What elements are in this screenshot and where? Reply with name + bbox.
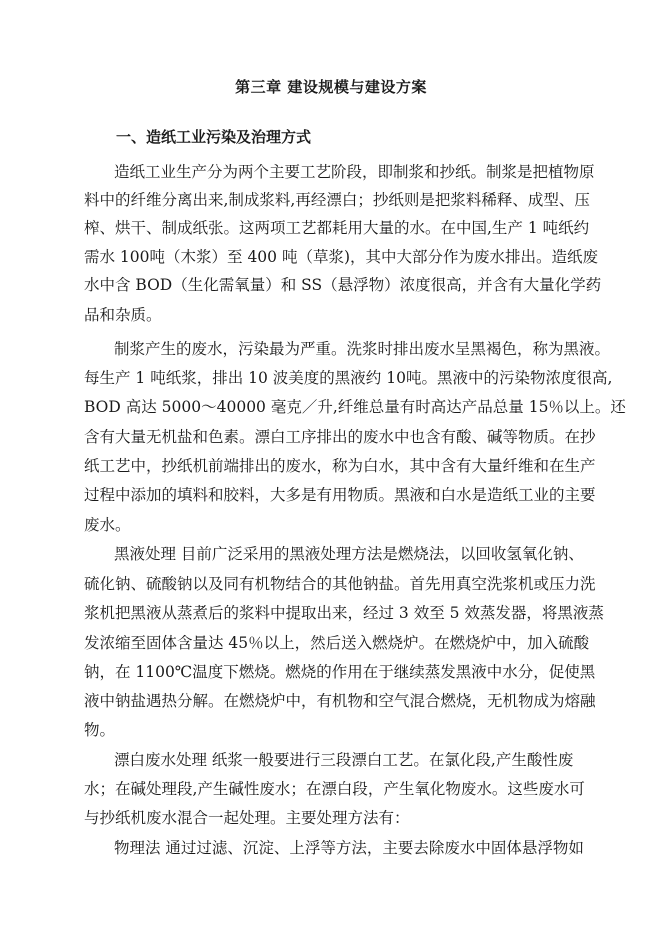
- paragraph-line: 造纸工业生产分为两个主要工艺阶段，即制浆和抄纸。制浆是把植物原: [114, 163, 595, 181]
- paragraph-line: 品和杂质。: [84, 306, 162, 324]
- paragraph-line: 需水 100吨（木浆）至 400 吨（草浆)，其中大部分作为废水排出。造纸废: [84, 248, 598, 266]
- paragraph-line: BOD 高达 5000～40000 毫克／升,纤维总量有时高达产品总量 15％以上。还: [84, 398, 626, 416]
- paragraph-line: 黑液处理 目前广泛采用的黑液处理方法是燃烧法，以回收氢氧化钠、: [114, 545, 584, 563]
- paragraph-line: 钠，在 1100℃温度下燃烧。燃烧的作用在于继续蒸发黑液中水分，促使黑: [84, 663, 596, 681]
- paragraph-line: 每生产 1 吨纸浆，排出 10 波美度的黑液约 10吨。黑液中的污染物浓度很高,: [84, 369, 613, 387]
- paragraph-line: 物。: [84, 721, 116, 739]
- paragraph-line: 硫化钠、硫酸钠以及同有机物结合的其他钠盐。首先用真空洗浆机或压力洗: [84, 575, 596, 593]
- paragraph-line: 料中的纤维分离出来,制成浆料,再经漂白；抄纸则是把浆料稀释、成型、压: [84, 191, 590, 209]
- paragraph-line: 废水。: [84, 516, 131, 534]
- section-title: 一、造纸工业污染及治理方式: [116, 128, 312, 146]
- chapter-title: 第三章 建设规模与建设方案: [235, 78, 427, 96]
- paragraph-line: 漂白废水处理 纸浆一般要进行三段漂白工艺。在氯化段,产生酸性废: [114, 751, 574, 769]
- paragraph-line: 物理法 通过过滤、沉淀、上浮等方法，主要去除废水中固体悬浮物如: [114, 839, 584, 857]
- paragraph-line: 含有大量无机盐和色素。漂白工序排出的废水中也含有酸、碱等物质。在抄: [84, 428, 596, 446]
- paragraph-line: 浆机把黑液从蒸煮后的浆料中提取出来，经过 3 效至 5 效蒸发器，将黑液蒸: [84, 604, 604, 622]
- paragraph-line: 过程中添加的填料和胶料，大多是有用物质。黑液和白水是造纸工业的主要: [84, 486, 596, 504]
- paragraph-line: 制浆产生的废水，污染最为严重。洗浆时排出废水呈黑褐色，称为黑液。: [114, 340, 611, 358]
- paragraph-line: 与抄纸机废水混合一起处理。主要处理方法有：: [84, 809, 410, 827]
- paragraph-line: 液中钠盐遇热分解。在燃烧炉中，有机物和空气混合燃烧，无机物成为熔融: [84, 692, 596, 710]
- paragraph-line: 水中含 BOD（生化需氧量）和 SS（悬浮物）浓度很高，并含有大量化学药: [84, 276, 602, 294]
- paragraph-line: 纸工艺中，抄纸机前端排出的废水，称为白水，其中含有大量纤维和在生产: [84, 457, 596, 475]
- paragraph-line: 榨、烘干、制成纸张。这两项工艺都耗用大量的水。在中国,生产 1 吨纸约: [84, 219, 590, 237]
- paragraph-line: 发浓缩至固体含量达 45％以上，然后送入燃烧炉。在燃烧炉中，加入硫酸: [84, 634, 590, 652]
- paragraph-line: 水；在碱处理段,产生碱性废水；在漂白段，产生氧化物废水。这些废水可: [84, 780, 585, 798]
